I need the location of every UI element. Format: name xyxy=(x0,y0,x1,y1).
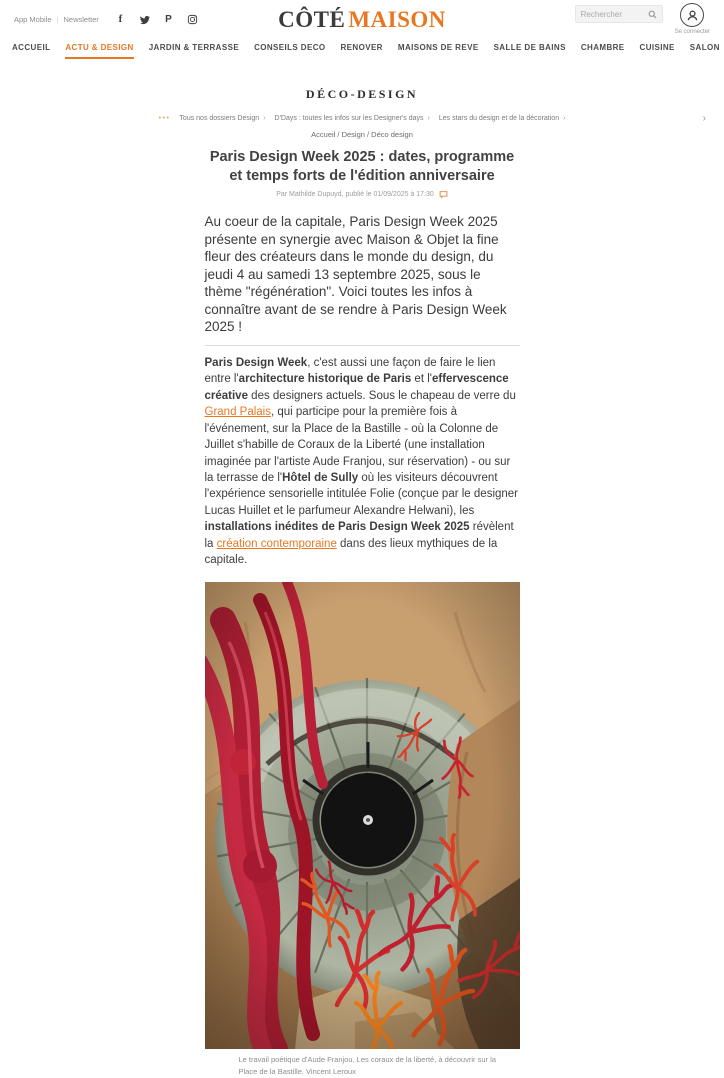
text-segment: révèlent la xyxy=(204,521,514,550)
social-icons xyxy=(115,14,198,25)
logo-maison: MAISON xyxy=(348,7,446,32)
article-image xyxy=(205,582,520,1049)
text-segment: effervescence créative xyxy=(204,373,509,402)
related-prefix: ••• xyxy=(158,115,171,122)
inline-link[interactable]: création contemporaine xyxy=(216,537,337,550)
twitter-icon[interactable] xyxy=(139,14,150,25)
utility-links xyxy=(14,14,198,25)
nav-item[interactable]: SALLE DE BAINS xyxy=(493,43,566,52)
account-widget[interactable] xyxy=(675,3,710,35)
article-content xyxy=(205,148,520,1078)
text-segment: Hôtel de Sully xyxy=(282,471,359,484)
newsletter-link[interactable]: Newsletter xyxy=(63,14,99,24)
instagram-icon[interactable] xyxy=(187,14,198,25)
text-segment: des designers actuels. Sous le chapeau de verre du xyxy=(247,389,516,402)
divider xyxy=(205,345,520,346)
text-segment: et l' xyxy=(411,373,432,386)
text-segment: installations inédites de Paris Design Week 2025 xyxy=(204,521,470,534)
related-link[interactable]: D'Days : toutes les infos sur les Designer's days › xyxy=(275,115,430,122)
site-logo[interactable] xyxy=(278,7,446,33)
facebook-icon[interactable]: f xyxy=(118,13,123,25)
pinterest-icon[interactable]: P xyxy=(165,13,172,25)
section-title: DÉCO-DESIGN xyxy=(305,87,419,101)
nav-item[interactable]: MAISONS DE REVE xyxy=(397,43,479,52)
app-mobile-link[interactable]: App Mobile xyxy=(14,14,52,24)
search-box xyxy=(575,5,663,23)
inline-link[interactable]: Grand Palais xyxy=(204,406,271,419)
article-figure xyxy=(205,582,520,1078)
related-links-bar xyxy=(0,115,724,122)
breadcrumb[interactable]: Accueil / Design / Déco design xyxy=(311,130,413,139)
login-label: Se connecter xyxy=(674,29,710,35)
related-link[interactable]: Les stars du design et de la décoration › xyxy=(439,115,566,122)
top-bar xyxy=(0,0,724,38)
text-segment: où les visiteurs découvrent l'expérience sensorielle intitulée Folie (conçue par le designer Lucas Huillet et le parfumeur Alexandre Helwani), les xyxy=(204,471,519,517)
text-segment: , c'est aussi une façon de faire le lien entre l' xyxy=(204,356,496,386)
article-intro: Au coeur de la capitale, Paris Design Week 2025 présente en synergie avec Maison & Objet la fine fleur des créateurs dans le monde du design, du jeudi 4 au samedi 13 septembre 2025, sous le thème "régénération". Voici toutes les infos à connaître avant de se rendre à Paris Design Week 2025 ! xyxy=(204,214,507,335)
text-segment: , qui participe pour la première fois à l'événement, sur la Place de la Bastille - où la Colonne de Juillet s'habille de Coraux de la Liberté (une installation imaginée par l'artiste Aude Franjou, sur réservation) - ou sur la terrasse de l' xyxy=(204,406,511,484)
related-links xyxy=(179,115,565,122)
divider: | xyxy=(56,14,59,24)
page-title: Paris Design Week 2025 : dates, programme et temps forts de l'édition anniversaire xyxy=(209,149,515,184)
image-caption: Le travail poétique d'Aude Franjou, Les coraux de la liberté, à découvrir sur la Place de la Bastille. Vincent Leroux xyxy=(238,1054,496,1076)
nav-item[interactable]: RENOVER xyxy=(340,43,383,52)
related-link[interactable]: Tous nos dossiers Design › xyxy=(179,115,265,122)
nav-item[interactable]: ACTU & DESIGN xyxy=(65,43,133,59)
header-right xyxy=(575,3,710,35)
account-icon[interactable] xyxy=(680,3,704,27)
text-segment: dans des lieux mythiques de la capitale. xyxy=(204,537,498,567)
text-segment: Paris Design Week xyxy=(204,356,308,369)
byline xyxy=(205,190,520,199)
main-nav xyxy=(12,43,724,59)
main-navbar xyxy=(0,38,724,62)
byline-text: Par Mathilde Dupuyd, publié le 01/09/2025 à 17:30 xyxy=(276,191,434,199)
nav-item[interactable]: SALON xyxy=(689,43,720,52)
text-segment: architecture historique de Paris xyxy=(238,373,412,386)
nav-item[interactable]: JARDIN & TERRASSE xyxy=(148,43,240,52)
nav-item[interactable]: CONSEILS DECO xyxy=(254,43,326,52)
article-body xyxy=(205,355,520,569)
nav-item[interactable]: CHAMBRE xyxy=(580,43,625,52)
carousel-next-icon[interactable]: › xyxy=(702,113,706,124)
nav-item[interactable]: ACCUEIL xyxy=(12,43,51,52)
search-icon[interactable] xyxy=(648,10,657,19)
search-input[interactable] xyxy=(581,10,648,19)
comment-icon[interactable] xyxy=(439,190,448,199)
logo-cote: CÔTÉ xyxy=(278,7,346,32)
nav-item[interactable]: CUISINE xyxy=(639,43,675,52)
